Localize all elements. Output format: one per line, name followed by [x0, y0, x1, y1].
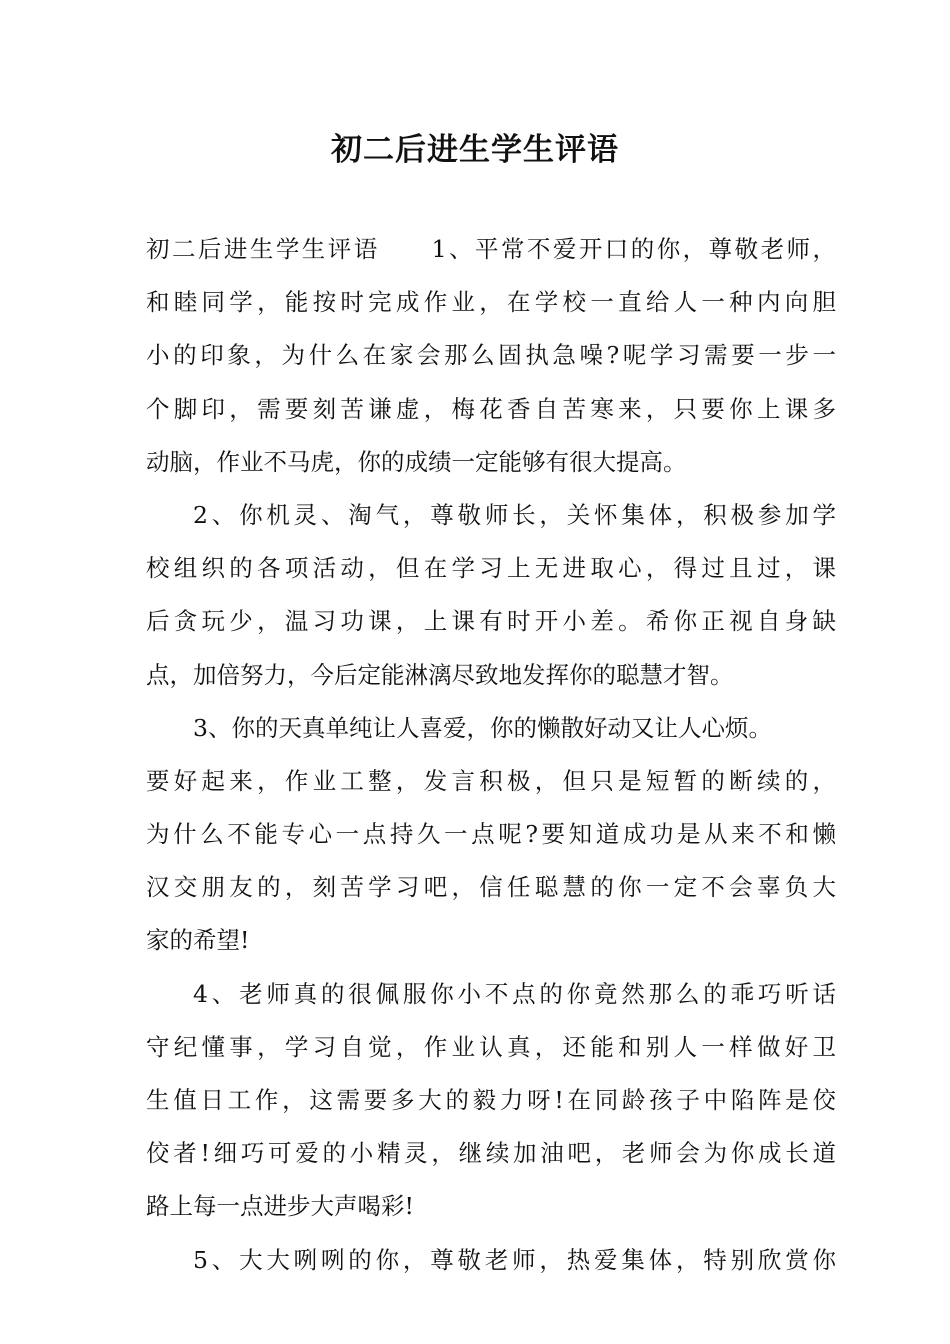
- text-line: 校组织的各项活动，但在学习上无进取心，得过且过，课: [146, 554, 836, 583]
- text-line: 生值日工作，这需要多大的毅力呀!在同龄孩子中陷阵是佼: [146, 1086, 836, 1114]
- text-line: 汉交朋友的，刻苦学习吧，信任聪慧的你一定不会辜负大: [146, 873, 836, 902]
- text-line: 点，加倍努力，今后定能淋漓尽致地发挥你的聪慧才智。: [146, 660, 734, 689]
- text-line: 初二后进生学生评语 1、平常不爱开口的你，尊敬老师，: [146, 235, 836, 263]
- text-line: 守纪懂事，学习自觉，作业认真，还能和别人一样做好卫: [146, 1032, 836, 1061]
- document-title: 初二后进生学生评语: [331, 132, 619, 168]
- text-line: 后贪玩少，温习功课，上课有时开小差。希你正视自身缺: [146, 607, 836, 636]
- text-line: 小的印象，为什么在家会那么固执急噪?呢学习需要一步一: [146, 341, 836, 370]
- document-body: [146, 223, 836, 1287]
- text-line: 为什么不能专心一点持久一点呢?要知道成功是从来不和懒: [146, 820, 836, 849]
- text-line: 动脑，作业不马虎，你的成绩一定能够有很大提高。: [146, 447, 687, 476]
- text-line: 2、你机灵、淘气，尊敬师长，关怀集体，积极参加学: [193, 500, 836, 529]
- text-line: 个脚印，需要刻苦谦虚，梅花香自苦寒来，只要你上课多: [146, 394, 836, 423]
- text-line: 路上每一点进步大声喝彩!: [146, 1192, 414, 1221]
- text-line: 佼者!细巧可爱的小精灵，继续加油吧，老师会为你成长道: [146, 1139, 836, 1168]
- text-line: 要好起来，作业工整，发言积极，但只是短暂的断续的，: [146, 766, 836, 795]
- text-line: 家的希望!: [146, 926, 250, 955]
- text-line: 5、大大咧咧的你，尊敬老师，热爱集体，特别欣赏你: [193, 1245, 836, 1274]
- text-line: 3、你的天真单纯让人喜爱，你的懒散好动又让人心烦。: [193, 713, 772, 742]
- text-line: 4、老师真的很佩服你小不点的你竟然那么的乖巧听话: [193, 979, 836, 1008]
- text-line: 和睦同学，能按时完成作业，在学校一直给人一种内向胆: [146, 288, 836, 317]
